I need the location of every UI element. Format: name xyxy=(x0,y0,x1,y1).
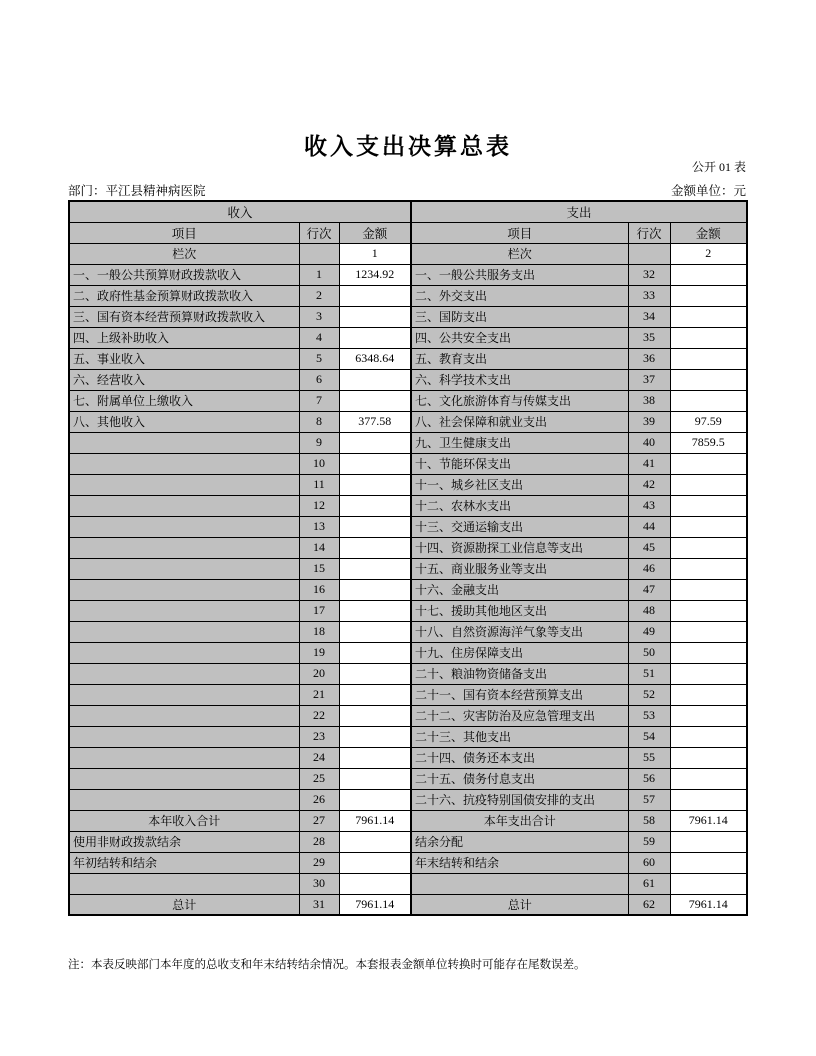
expense-lanci-label: 栏次 xyxy=(411,243,628,264)
expense-amount: 7961.14 xyxy=(670,894,747,915)
income-line-no: 26 xyxy=(299,789,339,810)
income-amount xyxy=(339,873,411,894)
income-amount xyxy=(339,663,411,684)
income-item xyxy=(69,873,299,894)
income-line-no: 7 xyxy=(299,390,339,411)
income-line-no: 8 xyxy=(299,411,339,432)
income-lanci-label: 栏次 xyxy=(69,243,299,264)
income-item: 使用非财政拨款结余 xyxy=(69,831,299,852)
income-line-no: 20 xyxy=(299,663,339,684)
income-amount xyxy=(339,495,411,516)
income-amount xyxy=(339,768,411,789)
income-line-no: 10 xyxy=(299,453,339,474)
income-item: 三、国有资本经营预算财政拨款收入 xyxy=(69,306,299,327)
income-amount xyxy=(339,579,411,600)
expense-line-no: 36 xyxy=(628,348,670,369)
expense-line-no: 33 xyxy=(628,285,670,306)
expense-item: 二十六、抗疫特别国债安排的支出 xyxy=(411,789,628,810)
income-amount: 6348.64 xyxy=(339,348,411,369)
income-amount xyxy=(339,831,411,852)
income-amount xyxy=(339,306,411,327)
income-line-no: 9 xyxy=(299,432,339,453)
income-line-no: 16 xyxy=(299,579,339,600)
table-row xyxy=(69,348,747,369)
income-amount xyxy=(339,747,411,768)
income-line-no: 14 xyxy=(299,537,339,558)
income-line-no: 15 xyxy=(299,558,339,579)
income-item xyxy=(69,537,299,558)
income-item xyxy=(69,474,299,495)
income-item xyxy=(69,516,299,537)
income-item xyxy=(69,579,299,600)
expense-item: 十二、农林水支出 xyxy=(411,495,628,516)
income-amount xyxy=(339,537,411,558)
table-row xyxy=(69,327,747,348)
revenue-expenditure-table xyxy=(68,200,748,916)
table-row xyxy=(69,831,747,852)
table-row xyxy=(69,621,747,642)
expense-line-no: 41 xyxy=(628,453,670,474)
expense-amount: 97.59 xyxy=(670,411,747,432)
income-item xyxy=(69,684,299,705)
income-line-no: 12 xyxy=(299,495,339,516)
income-item xyxy=(69,453,299,474)
expense-item: 二十五、债务付息支出 xyxy=(411,768,628,789)
income-item: 六、经营收入 xyxy=(69,369,299,390)
income-amount xyxy=(339,390,411,411)
table-row xyxy=(69,894,747,915)
expense-line-no: 35 xyxy=(628,327,670,348)
expense-item: 二十二、灾害防治及应急管理支出 xyxy=(411,705,628,726)
expense-line-no: 62 xyxy=(628,894,670,915)
expense-line-no: 58 xyxy=(628,810,670,831)
expense-amount xyxy=(670,600,747,621)
table-row xyxy=(69,390,747,411)
expense-amount xyxy=(670,453,747,474)
expense-line-no: 59 xyxy=(628,831,670,852)
income-amount xyxy=(339,621,411,642)
income-item: 本年收入合计 xyxy=(69,810,299,831)
expense-amount xyxy=(670,537,747,558)
income-item: 一、一般公共预算财政拨款收入 xyxy=(69,264,299,285)
expense-line-no: 55 xyxy=(628,747,670,768)
expense-amount xyxy=(670,726,747,747)
expense-line-no: 39 xyxy=(628,411,670,432)
expense-amount xyxy=(670,852,747,873)
income-item xyxy=(69,726,299,747)
income-item: 五、事业收入 xyxy=(69,348,299,369)
table-row xyxy=(69,264,747,285)
expense-amount xyxy=(670,369,747,390)
expense-amount xyxy=(670,768,747,789)
table-row xyxy=(69,453,747,474)
expense-amount xyxy=(670,747,747,768)
table-row xyxy=(69,369,747,390)
expense-item-header: 项目 xyxy=(411,222,628,243)
expense-line-no: 51 xyxy=(628,663,670,684)
income-amount xyxy=(339,453,411,474)
income-amount xyxy=(339,369,411,390)
table-row xyxy=(69,285,747,306)
table-row xyxy=(69,537,747,558)
table-row xyxy=(69,726,747,747)
expense-item: 十六、金融支出 xyxy=(411,579,628,600)
expense-line-no: 61 xyxy=(628,873,670,894)
income-item xyxy=(69,642,299,663)
income-line-header: 行次 xyxy=(299,222,339,243)
income-item xyxy=(69,705,299,726)
income-line-no: 4 xyxy=(299,327,339,348)
expense-line-no: 47 xyxy=(628,579,670,600)
income-item xyxy=(69,789,299,810)
expense-item: 十四、资源勘探工业信息等支出 xyxy=(411,537,628,558)
income-item xyxy=(69,558,299,579)
table-row xyxy=(69,768,747,789)
income-line-no: 23 xyxy=(299,726,339,747)
expense-amount: 7859.5 xyxy=(670,432,747,453)
income-amount xyxy=(339,474,411,495)
expense-amount xyxy=(670,789,747,810)
expense-amount xyxy=(670,516,747,537)
expense-item: 十、节能环保支出 xyxy=(411,453,628,474)
income-line-no: 11 xyxy=(299,474,339,495)
income-line-no: 28 xyxy=(299,831,339,852)
income-line-no: 25 xyxy=(299,768,339,789)
expense-line-no: 49 xyxy=(628,621,670,642)
expense-line-no: 57 xyxy=(628,789,670,810)
income-amount: 377.58 xyxy=(339,411,411,432)
expense-line-no: 52 xyxy=(628,684,670,705)
income-item: 七、附属单位上缴收入 xyxy=(69,390,299,411)
income-column-number: 1 xyxy=(339,243,411,264)
column-number-row xyxy=(69,243,747,264)
income-line-no: 18 xyxy=(299,621,339,642)
income-section-header: 收入 xyxy=(69,201,411,222)
expense-amount xyxy=(670,327,747,348)
table-row xyxy=(69,516,747,537)
expense-amount xyxy=(670,579,747,600)
meta-row xyxy=(68,181,746,199)
expense-line-no: 34 xyxy=(628,306,670,327)
expense-amount xyxy=(670,285,747,306)
table-row xyxy=(69,873,747,894)
income-amount xyxy=(339,516,411,537)
expense-amount xyxy=(670,705,747,726)
expense-line-no: 42 xyxy=(628,474,670,495)
expense-item: 十五、商业服务业等支出 xyxy=(411,558,628,579)
expense-amount xyxy=(670,873,747,894)
expense-amount xyxy=(670,390,747,411)
expense-line-header: 行次 xyxy=(628,222,670,243)
expense-item: 本年支出合计 xyxy=(411,810,628,831)
income-item xyxy=(69,663,299,684)
table-row xyxy=(69,306,747,327)
expense-amount xyxy=(670,663,747,684)
expense-item: 九、卫生健康支出 xyxy=(411,432,628,453)
income-item xyxy=(69,600,299,621)
expense-item: 二十三、其他支出 xyxy=(411,726,628,747)
table-row xyxy=(69,600,747,621)
table-row xyxy=(69,663,747,684)
income-line-no: 30 xyxy=(299,873,339,894)
income-line-no: 19 xyxy=(299,642,339,663)
income-line-no: 13 xyxy=(299,516,339,537)
income-item: 年初结转和结余 xyxy=(69,852,299,873)
expense-item: 二、外交支出 xyxy=(411,285,628,306)
income-item xyxy=(69,747,299,768)
expense-amount xyxy=(670,474,747,495)
expense-amount xyxy=(670,831,747,852)
income-item-header: 项目 xyxy=(69,222,299,243)
expense-item: 十三、交通运输支出 xyxy=(411,516,628,537)
table-row xyxy=(69,852,747,873)
income-line-no: 24 xyxy=(299,747,339,768)
expense-amount xyxy=(670,495,747,516)
expense-section-header: 支出 xyxy=(411,201,747,222)
table-row xyxy=(69,747,747,768)
income-line-no: 31 xyxy=(299,894,339,915)
expense-item: 一、一般公共服务支出 xyxy=(411,264,628,285)
expense-line-no: 45 xyxy=(628,537,670,558)
expense-item: 八、社会保障和就业支出 xyxy=(411,411,628,432)
expense-amount-header: 金额 xyxy=(670,222,747,243)
expense-amount xyxy=(670,306,747,327)
income-line-no: 3 xyxy=(299,306,339,327)
expense-amount xyxy=(670,348,747,369)
unit-label: 金额单位：元 xyxy=(670,184,746,198)
income-line-no: 2 xyxy=(299,285,339,306)
income-item: 总计 xyxy=(69,894,299,915)
expense-item: 三、国防支出 xyxy=(411,306,628,327)
income-amount xyxy=(339,558,411,579)
expense-line-no: 32 xyxy=(628,264,670,285)
income-line-no: 21 xyxy=(299,684,339,705)
income-amount: 7961.14 xyxy=(339,894,411,915)
expense-line-no: 38 xyxy=(628,390,670,411)
expense-item: 四、公共安全支出 xyxy=(411,327,628,348)
expense-amount: 7961.14 xyxy=(670,810,747,831)
income-lanci-blank xyxy=(299,243,339,264)
expense-line-no: 60 xyxy=(628,852,670,873)
column-header-row xyxy=(69,222,747,243)
income-amount xyxy=(339,642,411,663)
table-row xyxy=(69,558,747,579)
expense-amount xyxy=(670,642,747,663)
income-line-no: 29 xyxy=(299,852,339,873)
expense-column-number: 2 xyxy=(670,243,747,264)
income-amount xyxy=(339,789,411,810)
income-line-no: 17 xyxy=(299,600,339,621)
table-row xyxy=(69,642,747,663)
income-amount xyxy=(339,600,411,621)
table-row xyxy=(69,684,747,705)
expense-item: 十九、住房保障支出 xyxy=(411,642,628,663)
table-row xyxy=(69,579,747,600)
expense-line-no: 44 xyxy=(628,516,670,537)
expense-item: 五、教育支出 xyxy=(411,348,628,369)
income-amount xyxy=(339,852,411,873)
income-item xyxy=(69,432,299,453)
expense-item: 二十一、国有资本经营预算支出 xyxy=(411,684,628,705)
income-line-no: 1 xyxy=(299,264,339,285)
table-row xyxy=(69,705,747,726)
expense-line-no: 46 xyxy=(628,558,670,579)
expense-item: 总计 xyxy=(411,894,628,915)
section-header-row xyxy=(69,201,747,222)
expense-line-no: 40 xyxy=(628,432,670,453)
expense-item xyxy=(411,873,628,894)
income-item: 二、政府性基金预算财政拨款收入 xyxy=(69,285,299,306)
expense-item: 十一、城乡社区支出 xyxy=(411,474,628,495)
income-item xyxy=(69,495,299,516)
income-amount xyxy=(339,726,411,747)
expense-line-no: 37 xyxy=(628,369,670,390)
expense-item: 年末结转和结余 xyxy=(411,852,628,873)
expense-line-no: 54 xyxy=(628,726,670,747)
income-item xyxy=(69,621,299,642)
income-amount xyxy=(339,285,411,306)
expense-item: 二十、粮油物资储备支出 xyxy=(411,663,628,684)
table-row xyxy=(69,789,747,810)
income-item: 四、上级补助收入 xyxy=(69,327,299,348)
income-line-no: 5 xyxy=(299,348,339,369)
expense-amount xyxy=(670,621,747,642)
expense-amount xyxy=(670,558,747,579)
income-line-no: 27 xyxy=(299,810,339,831)
table-row xyxy=(69,495,747,516)
expense-line-no: 53 xyxy=(628,705,670,726)
income-amount xyxy=(339,327,411,348)
expense-item: 十七、援助其他地区支出 xyxy=(411,600,628,621)
expense-lanci-blank xyxy=(628,243,670,264)
expense-line-no: 48 xyxy=(628,600,670,621)
table-code-label: 公开 01 表 xyxy=(691,160,746,174)
expense-item: 七、文化旅游体育与传媒支出 xyxy=(411,390,628,411)
expense-item: 结余分配 xyxy=(411,831,628,852)
page-title: 收入支出决算总表 xyxy=(304,134,512,159)
income-amount xyxy=(339,705,411,726)
income-amount xyxy=(339,432,411,453)
income-item: 八、其他收入 xyxy=(69,411,299,432)
table-row xyxy=(69,411,747,432)
income-line-no: 22 xyxy=(299,705,339,726)
expense-item: 二十四、债务还本支出 xyxy=(411,747,628,768)
income-amount: 7961.14 xyxy=(339,810,411,831)
income-amount: 1234.92 xyxy=(339,264,411,285)
income-line-no: 6 xyxy=(299,369,339,390)
expense-line-no: 43 xyxy=(628,495,670,516)
department-label: 部门：平江县精神病医院 xyxy=(68,184,206,198)
expense-amount xyxy=(670,684,747,705)
expense-item: 六、科学技术支出 xyxy=(411,369,628,390)
table-row xyxy=(69,810,747,831)
income-item xyxy=(69,768,299,789)
expense-line-no: 56 xyxy=(628,768,670,789)
income-amount xyxy=(339,684,411,705)
expense-item: 十八、自然资源海洋气象等支出 xyxy=(411,621,628,642)
expense-line-no: 50 xyxy=(628,642,670,663)
expense-amount xyxy=(670,264,747,285)
income-amount-header: 金额 xyxy=(339,222,411,243)
table-row xyxy=(69,432,747,453)
table-row xyxy=(69,474,747,495)
footnote: 注：本表反映部门本年度的总收支和年末结转结余情况。本套报表金额单位转换时可能存在尾数误差。 xyxy=(68,959,586,971)
